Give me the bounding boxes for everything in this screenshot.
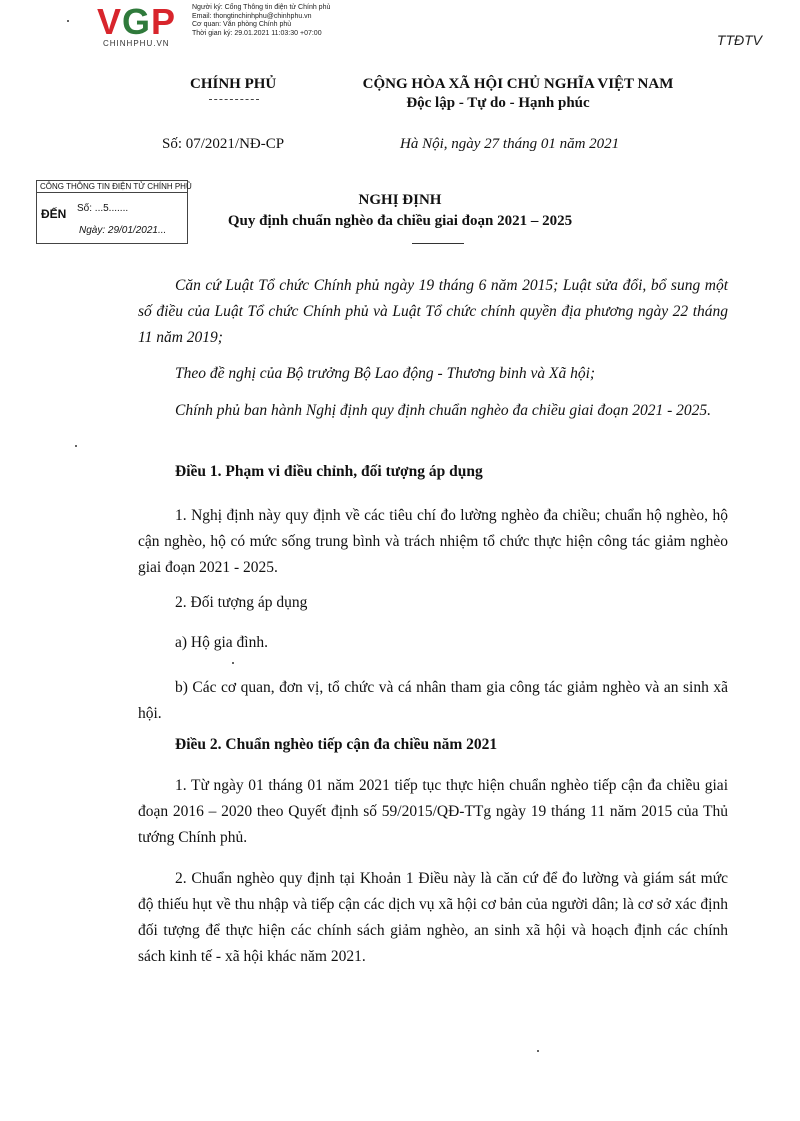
digital-signature-info [192, 4, 422, 38]
preamble-paragraph: Căn cứ Luật Tổ chức Chính phủ ngày 19 tháng 6 năm 2015; Luật sửa đổi, bổ sung một số điều của Luật Tổ chức Chính phủ và Luật Tổ chức chính quyền địa phương ngày 22 tháng 11 năm 2019; [138, 277, 728, 346]
issuer-name: CHÍNH PHỦ [190, 76, 277, 92]
signature-line: Người ký: Cổng Thông tin điện tử Chính phủ [192, 4, 331, 11]
article-paragraph: a) Hộ gia đình. [175, 634, 268, 651]
document-subtitle: Quy định chuẩn nghèo đa chiều giai đoạn 2021 – 2025 [227, 213, 573, 229]
document-date: Hà Nội, ngày 27 tháng 01 năm 2021 [400, 136, 620, 152]
incoming-stamp [36, 180, 192, 244]
scan-speck [67, 20, 69, 22]
scan-speck [75, 445, 77, 447]
handwritten-note: TTĐTV [716, 32, 762, 48]
signature-line: Thời gian ký: 29.01.2021 11:03:30 +07:00 [192, 29, 322, 37]
scan-speck [537, 1050, 539, 1052]
scan-speck [232, 662, 234, 664]
divider [412, 243, 464, 244]
stamp-date: Ngày: 29/01/2021... [79, 225, 167, 236]
stamp-header: CÔNG THÔNG TIN ĐIỆN TỬ CHÍNH PHỦ [37, 181, 187, 193]
preamble-paragraph: Theo đề nghị của Bộ trưởng Bộ Lao động - Thương binh và Xã hội; [175, 365, 596, 382]
stamp-number: Số: ...5....... [77, 203, 129, 214]
article-heading: Điều 2. Chuẩn nghèo tiếp cận đa chiều năm 2021 [175, 736, 498, 753]
national-title: CỘNG HÒA XÃ HỘI CHỦ NGHĨA VIỆT NAM [362, 76, 674, 92]
signature-line: Cơ quan: Văn phòng Chính phủ [192, 21, 292, 28]
signature-line: Email: thongtinchinhphu@chinhphu.vn [192, 12, 312, 20]
article-paragraph: 2. Chuẩn nghèo quy định tại Khoản 1 Điều này là căn cứ để đo lường và giám sát mức độ thiếu hụt về thu nhập và tiếp cận các dịch vụ xã hội cơ bản của người dân; là cơ sở xác định đối tượng để thực hiện các chính sách giảm nghèo, an sinh xã hội và hoạch định các chính sách kinh tế - xã hội khác năm 2021. [138, 870, 728, 965]
vgp-logo-subtitle: CHINHPHU.VN [103, 39, 170, 48]
divider [209, 99, 259, 100]
stamp-den: ĐẾN [41, 207, 67, 221]
article-paragraph: b) Các cơ quan, đơn vị, tổ chức và cá nhân tham gia công tác giảm nghèo và an sinh xã hội. [138, 679, 728, 722]
article-paragraph: 1. Nghị định này quy định về các tiêu chí đo lường nghèo đa chiều; chuẩn hộ nghèo, hộ cận nghèo, hộ có mức sống trung bình và trách nhiệm tổ chức thực hiện công tác giảm nghèo giai đoạn 2021 - 2025. [138, 507, 728, 576]
article-paragraph: 2. Đối tượng áp dụng [175, 594, 308, 611]
national-motto: Độc lập - Tự do - Hạnh phúc [406, 95, 590, 111]
document-number: Số: 07/2021/NĐ-CP [162, 136, 285, 152]
vgp-logo: VGP [97, 1, 177, 42]
article-paragraph: 1. Từ ngày 01 tháng 01 năm 2021 tiếp tục thực hiện chuẩn nghèo tiếp cận đa chiều giai đoạn 2016 – 2020 theo Quyết định số 59/2015/QĐ-TTg ngày 19 tháng 11 năm 2015 của Thủ tướng Chính phủ. [138, 777, 728, 846]
article-heading: Điều 1. Phạm vi điều chỉnh, đối tượng áp dụng [175, 463, 483, 480]
preamble-paragraph: Chính phủ ban hành Nghị định quy định chuẩn nghèo đa chiều giai đoạn 2021 - 2025. [175, 402, 712, 419]
document-title: NGHỊ ĐỊNH [358, 192, 442, 208]
